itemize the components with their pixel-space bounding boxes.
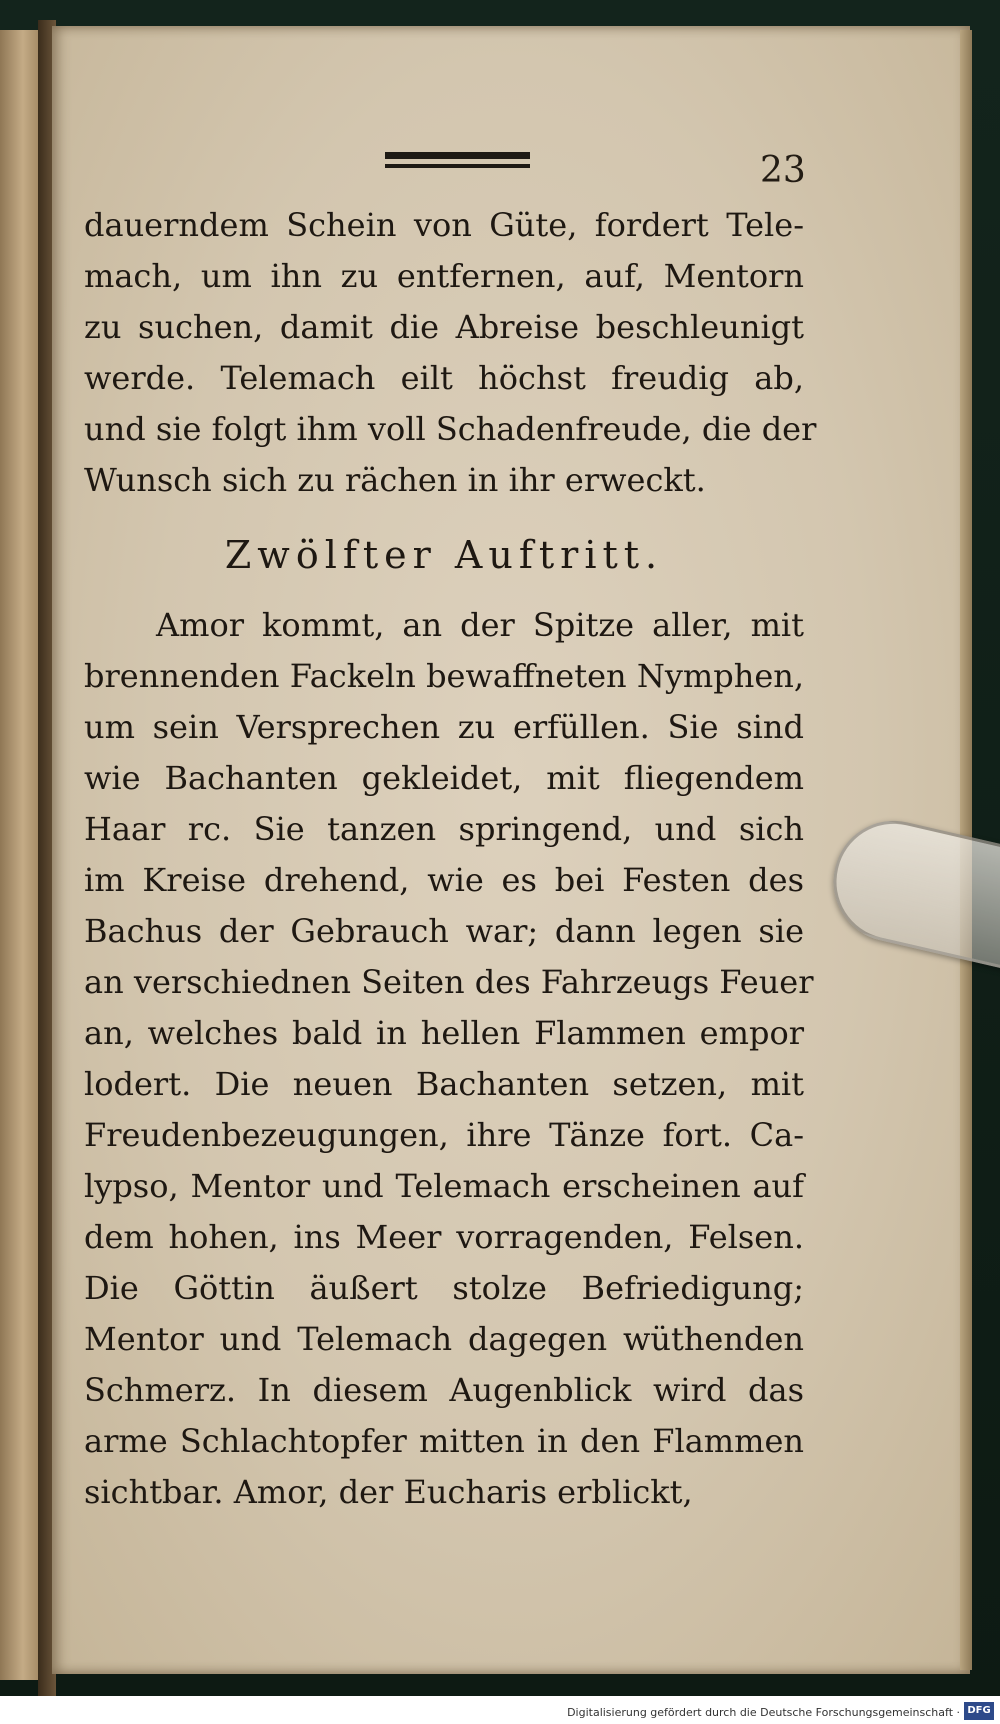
text-line: im Kreise drehend, wie es bei Festen des [84,861,804,899]
text-line: lodert. Die neuen Bachanten setzen, mit [84,1065,804,1103]
header-rule-thick [385,152,530,159]
text-line: werde. Telemach eilt höchst freudig ab, [84,359,804,397]
text-line: lypso, Mentor und Telemach erscheinen auf [84,1167,804,1205]
text-line: Amor kommt, an der Spitze aller, mit [156,606,804,644]
text-line: an verschiednen Seiten des Fahrzeugs Feuer [84,963,814,1001]
text-line: Haar rc. Sie tanzen springend, und sich [84,810,804,848]
scene-heading: Zwölfter Auftritt. [224,533,664,577]
text-line: und sie folgt ihm voll Schadenfreude, die der [84,410,817,448]
page-number: 23 [760,150,806,191]
header-rule-thin [385,164,530,168]
left-page-edge [0,30,41,1680]
text-line: Bachus der Gebrauch war; dann legen sie [84,912,804,950]
text-line: an, welches bald in hellen Flammen empor [84,1014,804,1052]
text-line: Schmerz. In diesem Augenblick wird das [84,1371,804,1409]
text-line: Die Göttin äußert stolze Befriedigung; [84,1269,804,1307]
text-line: arme Schlachtopfer mitten in den Flammen [84,1422,804,1460]
body-text [84,200,817,1518]
text-line: dem hohen, ins Meer vorragenden, Felsen. [84,1218,804,1256]
text-line: Wunsch sich zu rächen in ihr erweckt. [84,461,706,499]
text-line: sichtbar. Amor, der Eucharis erblickt, [84,1473,693,1511]
text-line: Mentor und Telemach dagegen wüthenden [84,1320,804,1358]
footer-strip [0,1696,1000,1724]
text-line: zu suchen, damit die Abreise beschleunigt [84,308,804,346]
text-line: mach, um ihn zu entfernen, auf, Mentorn [84,257,804,295]
text-line: Freudenbezeugungen, ihre Tänze fort. Ca- [84,1116,804,1154]
header-rule [385,152,530,168]
text-line: dauerndem Schein von Güte, fordert Tele- [84,206,804,244]
text-line: wie Bachanten gekleidet, mit fliegendem [84,759,804,797]
footer-credit: Digitalisierung gefördert durch die Deutsche Forschungsgemeinschaft · [567,1706,960,1719]
dfg-logo: DFG [964,1702,994,1720]
text-line: brennenden Fackeln bewaffneten Nymphen, [84,657,805,695]
text-line: um sein Versprechen zu erfüllen. Sie sind [84,708,804,746]
